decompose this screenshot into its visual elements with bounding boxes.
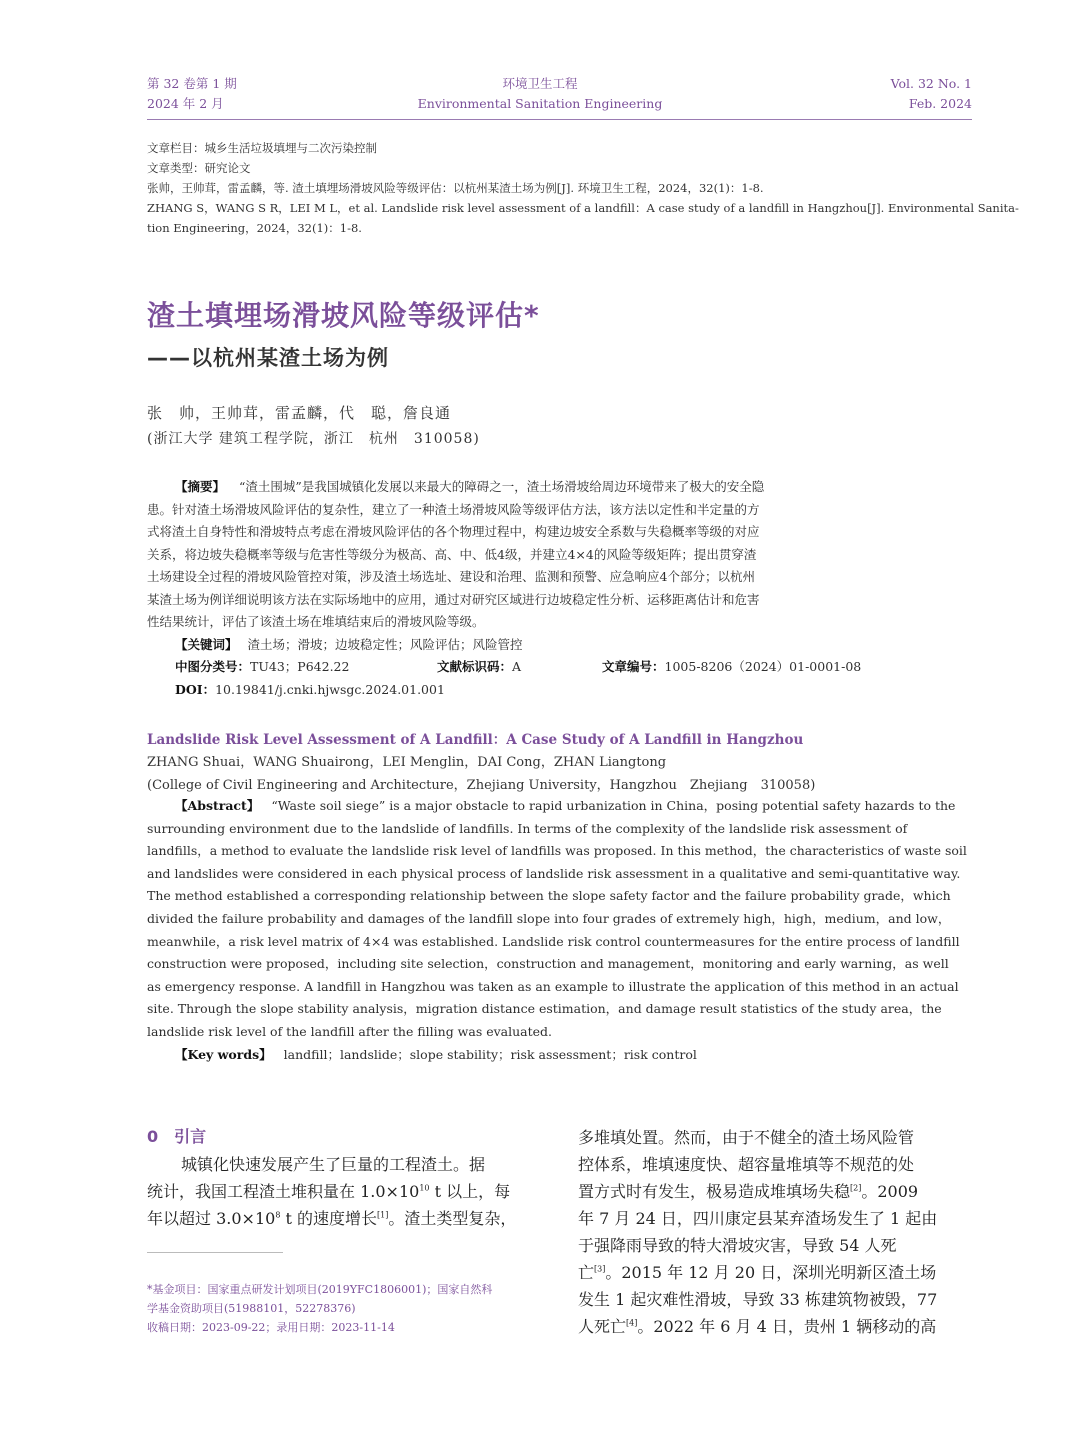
intro-line: 亡[3]。2015 年 12 月 20 日，深圳光明新区渣土场 [578,1263,937,1282]
article-type: 文章类型：研究论文 [147,161,251,175]
authors-cn: 张 帅，王帅茸，雷孟麟，代 聪，詹良通 [147,404,452,422]
article-no-label: 文章编号： [602,659,665,674]
citation-en-2: tion Engineering，2024，32(1)：1-8. [147,221,362,235]
citation-ref[interactable]: [4] [626,1318,638,1328]
clc-label: 中图分类号： [175,659,251,674]
intro-line: 发生 1 起灾难性滑坡，导致 33 栋建筑物被毁，77 [578,1290,938,1309]
doccode-label: 文献标识码： [437,659,513,674]
footnote-dates: 收稿日期：2023-09-22；录用日期：2023-11-14 [147,1321,395,1334]
intro-line: 置方式时有发生，极易造成堆填场失稳[2]。2009 [578,1182,919,1201]
affiliation-en: (College of Civil Engineering and Architecture，Zhejiang University，Hangzhou Zhejiang 310058) [147,778,816,793]
abstract-en [147,795,967,1066]
intro-heading: 0 引言 [147,1127,207,1146]
title-en: Landslide Risk Level Assessment of A Landfill：A Case Study of A Landfill in Hangzhou [147,732,804,748]
intro-line: 年 7 月 24 日，四川康定县某弃渣场发生了 1 起由 [578,1209,938,1228]
intro-line: 于强降雨导致的特大滑坡灾害，导致 54 人死 [578,1236,897,1255]
footnote-fund-1: *基金项目：国家重点研发计划项目(2019YFC1806001)；国家自然科 [147,1283,493,1296]
abstract-en-line: site. Through the slope stability analysis，migration distance estimation，and damage result statistics of the study area，the [147,1001,942,1017]
footnote-rule [147,1252,283,1253]
abstract-cn-line: 某渣土场为例详细说明该方法在实际场地中的应用，通过对研究区域进行边坡稳定性分析、运移距离估计和危害 [147,591,760,607]
abstract-cn-line: 患。针对渣土场滑坡风险评估的复杂性，建立了一种渣土场滑坡风险等级评估方法，该方法以定性和半定量的方 [147,501,760,517]
abstract-en-line: meanwhile，a risk level matrix of 4×4 was established. Landslide risk control countermeasures for the entire process of landfill [147,933,960,949]
abstract-en-line: The method established a corresponding relationship between the slope safety factor and the failure probability grade，which [147,888,951,904]
abstract-en-line: as emergency response. A landfill in Hangzhou was taken as an example to illustrate the application of this method in an actual [147,978,959,994]
intro-line: 多堆填处置。然而，由于不健全的渣土场风险管 [578,1128,915,1147]
abstract-en-line: landfills，a method to evaluate the landslide risk level of landfills was proposed. In this method，the characteristics of waste soil [147,843,967,859]
keywords-cn: 渣土场；滑坡；边坡稳定性；风险评估；风险管控 [247,636,523,652]
footnote-fund-2: 学基金资助项目(51988101，52278376) [147,1302,356,1315]
volume-en: Vol. 32 No. 1 [890,76,972,91]
journal-en: Environmental Sanitation Engineering [417,96,663,111]
abstract-en-line: and landslides were considered in each physical process of landslide risk assessment in a qualitative and semi-quantitative way. [147,865,961,881]
citation-en-1: ZHANG S，WANG S R，LEI M L，et al. Landslide risk level assessment of a landfill：A case study of a landfill in Hangzhou[J]. Environmental Sanita- [147,201,1019,215]
footnote [147,1280,547,1337]
intro-right-column [578,1124,976,1340]
article-no-value: 1005-8206（2024）01-0001-08 [664,659,862,674]
abstract-en-line: divided the failure probability and damages of the landfill slope into four grades of extremely high，high，medium，and low， [147,910,951,926]
volume-cn: 第 32 卷第 1 期 [147,76,237,91]
doccode-value: A [512,659,522,674]
abstract-cn [147,476,927,701]
intro-left-column [147,1151,542,1232]
intro-line: 统计，我国工程渣土堆积量在 $1.0\times 10^{10}$ t 以上，每 [147,1182,511,1201]
citation-ref[interactable]: [1] [377,1210,389,1220]
abstract-cn-label: 【摘要】 [175,479,226,494]
keywords-en-label: 【Key words】 [175,1046,272,1062]
intro-line: 人死亡[4]。2022 年 6 月 4 日，贵州 1 辆移动的高 [578,1317,937,1336]
keywords-cn-label: 【关键词】 [175,636,238,652]
article-column: 文章栏目：城乡生活垃圾填埋与二次污染控制 [147,141,377,155]
citation-ref[interactable]: [3] [594,1264,606,1274]
header-right [891,74,972,114]
clc-value: TU43；P642.22 [250,659,350,674]
abstract-en-line: “Waste soil siege” is a major obstacle to rapid urbanization in China，posing potential safety hazards to the [271,798,956,813]
citation-cn: 张帅，王帅茸，雷孟麟，等. 渣土填埋场滑坡风险等级评估：以杭州某渣土场为例[J]. 环境卫生工程，2024，32(1)：1-8. [147,181,764,195]
paper-title: 渣土填埋场滑坡风险等级评估* [147,299,540,332]
authors-en: ZHANG Shuai，WANG Shuairong，LEI Menglin，DAI Cong，ZHAN Liangtong [147,755,667,770]
date-en: Feb. 2024 [908,96,972,111]
date-cn: 2024 年 2 月 [147,96,224,111]
abstract-en-line: construction were proposed，including site selection，construction and management，monitoring and early warning，as well [147,956,949,972]
intro-line: 控体系，堆填速度快、超容量堆填等不规范的处 [578,1155,915,1174]
affiliation-cn: (浙江大学 建筑工程学院，浙江 杭州 310058) [147,431,480,447]
abstract-en-label: 【Abstract】 [175,798,260,813]
abstract-cn-line: 关系，将边坡失稳概率等级与危害性等级分为极高、高、中、低4级，并建立4×4的风险等级矩阵；提出贯穿渣 [147,546,757,562]
article-meta [147,138,1019,238]
abstract-cn-line: 土场建设全过程的滑坡风险管控对策，涉及渣土场选址、建设和治理、监测和预警、应急响应4个部分；以杭州 [147,569,755,584]
abstract-cn-line: 式将渣土自身特性和滑坡特点考虑在滑坡风险评估的各个物理过程中，构建边坡安全系数与失稳概率等级的对应 [147,524,760,539]
intro-line: 城镇化快速发展产生了巨量的工程渣土。据 [181,1155,486,1174]
doi-value: 10.19841/j.cnki.hjwsgc.2024.01.001 [215,681,445,697]
intro-line: 年以超过 $3.0\times 10^8$ t 的速度增长[1]。渣土类型复杂， [147,1209,517,1228]
abstract-cn-line: “渣土围城”是我国城镇化发展以来最大的障碍之一，渣土场滑坡给周边环境带来了极大的安全隐 [239,479,765,494]
citation-ref[interactable]: [2] [850,1183,862,1193]
abstract-en-line: landslide risk level of the landfill after the filling was evaluated. [147,1023,553,1039]
header-rule [147,119,972,120]
abstract-cn-line: 性结果统计，评估了该渣土场在堆填结束后的滑坡风险等级。 [147,614,485,629]
paper-subtitle: ——以杭州某渣土场为例 [147,346,389,370]
journal-cn: 环境卫生工程 [502,76,578,91]
doi-label: DOI： [175,681,216,697]
keywords-en: landfill；landslide；slope stability；risk assessment；risk control [283,1046,697,1062]
abstract-en-line: surrounding environment due to the landslide of landfills. In terms of the complexity of the landslide risk assessment of [147,820,908,836]
